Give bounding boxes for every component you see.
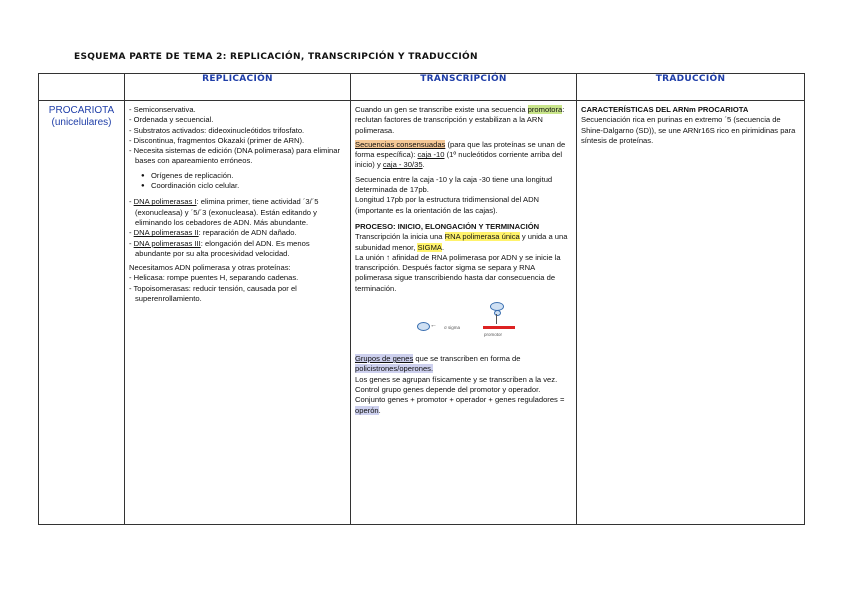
tr-p2b: (1º nucleótidos corriente arriba del inicio) y (355, 150, 563, 170)
tr-p8: Los genes se agrupan físicamente y se transcriben a la vez. Control grupo genes depende del promotor y operador. (355, 374, 558, 394)
tr-p2a: (para que las proteínas se unan de forma específica): (355, 139, 566, 160)
row-sublabel: (unicelulares) (51, 117, 112, 128)
replicacion-cell (125, 101, 351, 525)
corner-cell (39, 74, 125, 101)
document-title: ESQUEMA PARTE DE TEMA 2: REPLICACIÓN, TRANSCRIPCIÓN Y TRADUCCIÓN (74, 52, 478, 62)
rep-line-5: - Necesita sistemas de edición (DNA polimerasa) para eliminar bases con apareamiento erróneos. (129, 146, 341, 166)
rep-pol3-name: DNA polimerasas III (133, 238, 201, 248)
tr-sigma: SIGMA (417, 242, 442, 252)
rep-pol3: - DNA polimerasas III: elongación del ADN. Es menos abundante por su alta procesividad velocidad. (129, 238, 310, 258)
row-label: PROCARIOTA (48, 105, 115, 116)
tr-p9b: . (378, 405, 381, 415)
rep-helicasa: - Helicasa: rompe puentes H, separando cadenas. (129, 273, 299, 283)
tr-p1b: : reclutan factores de transcripción y estabilizan a la ARN polimerasa. (355, 105, 565, 135)
tr-p1a: Cuando un gen se transcribe existe una secuencia (355, 105, 528, 114)
scheme-table (38, 73, 805, 525)
header-replicacion: REPLICACIÓN (125, 74, 351, 101)
header-transcripcion: TRANSCRIPCIÓN (351, 74, 577, 101)
diagram-connector (496, 314, 497, 324)
tr-p9 (355, 395, 572, 416)
rep-bullet-2: ● Coordinación ciclo celular. (129, 181, 346, 191)
tr-caja35: caja - 30/35 (382, 160, 423, 170)
rep-line-2: - Ordenada y secuencial. (129, 115, 214, 125)
diagram-sigma-label: σ sigma (444, 325, 461, 331)
diagram-promotor-label: promotor (484, 332, 503, 338)
trad-heading: CARACTERÍSTICAS DEL ARNm PROCARIOTA (581, 105, 749, 114)
tr-secuencias: Secuencias consensuadas (355, 139, 446, 149)
tr-p2c: . (422, 160, 425, 170)
tr-promotora: promotora (527, 105, 563, 114)
tr-proceso-title: PROCESO: INICIO, ELONGACIÓN Y TERMINACIÓN (355, 221, 540, 231)
tr-p7a: que se transcriben en forma de (413, 354, 521, 364)
tr-p9a: Conjunto genes + promotor + operador + genes reguladores = (355, 395, 565, 405)
row-label-cell (39, 101, 125, 525)
rep-pol2: - DNA polimerasas II: reparación de ADN dañado. (129, 228, 297, 238)
polymerase-shape (417, 322, 430, 331)
tr-grupos: Grupos de genes (355, 354, 414, 364)
tr-p7 (355, 354, 572, 375)
rep-pol1: - DNA polimerasas I: elimina primer, tiene actividad ´3/´5 (exonucleasa) y ´5/´3 (exonucleasa). Están editando y eliminando los cebadores de ADN. Más abundante. (129, 197, 319, 227)
tr-p4: Longitud 17pb por la estructura tridimensional del ADN (importante es la orientación de las cajas). (355, 195, 540, 215)
rep-pol2-name: DNA polimerasas II (133, 228, 199, 238)
rep-pol3-text: : elongación del ADN. Es menos abundante por su alta procesividad velocidad. (135, 238, 310, 258)
tr-p5c: . (441, 242, 445, 252)
rep-pol1-name: DNA polimerasas I (133, 197, 197, 207)
tr-policis: policistrones/operones. (355, 364, 434, 374)
procariota-row (39, 101, 805, 525)
header-row (39, 74, 805, 101)
tr-p5b: y unida a una subunidad menor, (355, 232, 568, 252)
promotor-bar (483, 326, 515, 329)
tr-rna-pol: RNA polimerasa única (444, 232, 520, 242)
arrow-left-icon: ← (430, 322, 437, 330)
traduccion-cell (577, 101, 805, 525)
tr-p5 (355, 232, 572, 253)
rep-pol2-text: : reparación de ADN dañado. (198, 228, 297, 238)
tr-caja10: caja -10 (417, 150, 445, 160)
rep-topo: - Topoisomerasas: reducir tensión, causada por el superenrollamiento. (129, 283, 297, 304)
transcripcion-cell (351, 101, 577, 525)
tr-p5a: Transcripción la inicia una (355, 232, 445, 242)
tr-p6: La unión ↑ afinidad de RNA polimerasa por ADN y se inicie la transcripción. Después factor sigma se separa y RNA polimerasa sigue transcribiendo hasta dar consecuencia de terminación. (355, 252, 561, 293)
rep-line-4: - Discontinua, fragmentos Okazaki (primer de ARN). (129, 135, 305, 145)
rep-line-1: - Semiconservativa. (129, 105, 196, 114)
tr-p3: Secuencia entre la caja -10 y la caja -30 tiene una longitud determinada de 17pb. (355, 174, 553, 195)
rep-other-intro: Necesitamos ADN polimerasa y otras proteínas: (129, 263, 291, 273)
tr-operon: operón (355, 405, 379, 415)
rep-line-3: - Substratos activados: dideoxinucleótidos trifosfato. (129, 125, 305, 135)
tr-p1 (355, 105, 572, 136)
sigma-promotor-diagram (355, 300, 572, 340)
rep-pol1-text: : elimina primer, tiene actividad ´3/´5 (exonucleasa) y ´5/´3 (exonucleasa). Están editando y eliminando los cebadores de ADN. Más abundante. (135, 197, 319, 227)
rep-bullet-1: ● Orígenes de replicación. (129, 171, 346, 181)
tr-p2 (355, 140, 572, 171)
trad-text: Secuenciación rica en purinas en extremo ´5 (secuencia de Shine-Dalgarno (SD)), se une ARNr16S rico en pirimidinas para síntesis de proteínas. (581, 115, 796, 145)
header-traduccion: TRADUCCIÓN (577, 74, 805, 101)
